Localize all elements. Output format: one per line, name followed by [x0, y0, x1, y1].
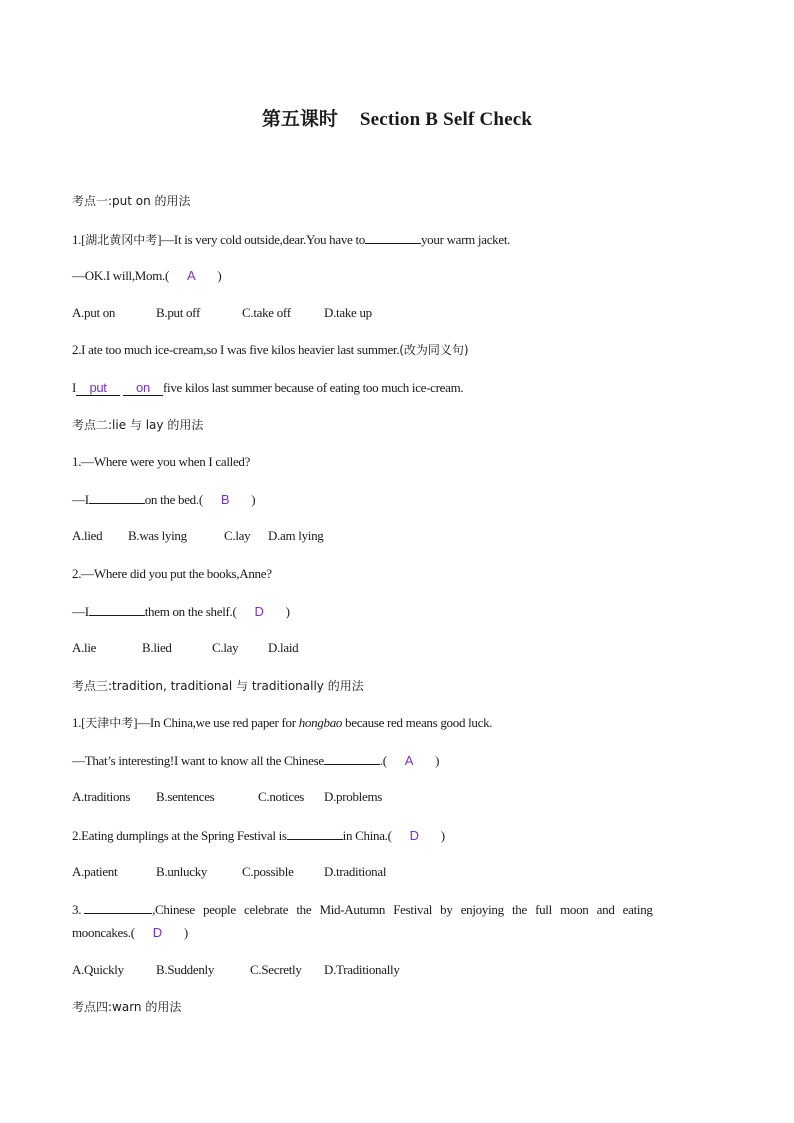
option-a[interactable]: A.lie: [72, 640, 97, 655]
s2-q1-reply-start: —I: [72, 492, 89, 507]
s2-q1-close: ): [251, 492, 256, 507]
title-chinese: 第五课时: [261, 108, 338, 130]
s2-q2-reply: [72, 602, 290, 621]
option-b[interactable]: B.lied: [142, 640, 172, 655]
s3-q2-answer: D: [409, 828, 419, 843]
s3-q1-reply-text: —That’s interesting!I want to know all the Chinese: [72, 753, 324, 768]
option-b[interactable]: B.put off: [156, 305, 201, 320]
s3-q3-text: ,Chinese people celebrate the Mid‑Autumn Festival by enjoying the full moon and eating: [152, 902, 653, 917]
s2-q1-reply: [72, 490, 255, 509]
option-d[interactable]: D.take up: [324, 305, 372, 320]
s1-q1-text: ]—It is very cold outside,dear.You have to: [157, 232, 365, 247]
s1-q2-answer-line: [72, 379, 463, 397]
s3-q3-line-2-text: mooncakes.(: [72, 925, 135, 940]
s3-q2-options: [72, 863, 386, 881]
page-title: [0, 104, 794, 131]
s3-q1-close: ): [435, 753, 440, 768]
answer-blank[interactable]: [89, 602, 145, 616]
s3-q1-italic: hongbao: [298, 715, 343, 730]
s2-q1-stem: 1.—Where were you when I called?: [72, 454, 251, 469]
option-c[interactable]: C.possible: [242, 864, 294, 879]
s1-q1-reply-text: —OK.I will,Mom.(: [72, 268, 170, 283]
s1-q2-text: 2.I ate too much ice‑cream,so I was five kilos heavier last summer.: [72, 342, 400, 357]
option-c[interactable]: C.lay: [212, 640, 239, 655]
s2-q2-reply-end: them on the shelf.(: [144, 604, 237, 619]
s1-q1-options: [72, 304, 372, 322]
answer-blank[interactable]: [89, 490, 145, 504]
title-english: Section B Self Check: [359, 109, 533, 130]
s2-q2-answer: D: [254, 604, 264, 619]
s1-q2-end: five kilos last summer because of eating too much ice‑cream.: [162, 380, 464, 395]
option-a[interactable]: A.traditions: [72, 789, 131, 804]
answer-blank[interactable]: [324, 751, 380, 765]
s1-q1-close: ): [217, 268, 222, 283]
s2-q2-close: ): [285, 604, 290, 619]
option-c[interactable]: C.Secretly: [250, 962, 302, 977]
option-d[interactable]: D.am lying: [268, 528, 324, 543]
s1-q2-stem: [72, 341, 469, 359]
s3-q2-end: in China.(: [342, 828, 392, 843]
option-c[interactable]: C.take off: [242, 305, 291, 320]
s3-q3-close: ): [183, 925, 188, 940]
s1-q1-prefix: 1.[: [72, 232, 86, 247]
s3-q1-prefix: 1.[: [72, 715, 86, 730]
s3-q2-stem: [72, 826, 445, 845]
s2-q1-answer: B: [220, 492, 230, 507]
option-b[interactable]: B.sentences: [156, 789, 215, 804]
answer-blank[interactable]: [84, 900, 152, 914]
s2-q2-reply-start: —I: [72, 604, 89, 619]
s3-q1-answer: A: [404, 753, 414, 768]
option-d[interactable]: D.Traditionally: [324, 962, 400, 977]
option-b[interactable]: B.Suddenly: [156, 962, 215, 977]
option-d[interactable]: D.traditional: [324, 864, 387, 879]
s3-q3-answer: D: [152, 925, 162, 940]
s2-q2-stem: 2.—Where did you put the books,Anne?: [72, 566, 272, 581]
s1-q1-tail: your warm jacket.: [420, 232, 511, 247]
option-d[interactable]: D.problems: [324, 789, 383, 804]
section-1-heading: 考点一:put on 的用法: [72, 194, 191, 208]
option-b[interactable]: B.was lying: [128, 528, 187, 543]
s3-q3-stem: [72, 900, 653, 919]
section-4-heading: 考点四:warn 的用法: [72, 1000, 182, 1014]
s2-q1-reply-end: on the bed.(: [144, 492, 203, 507]
s1-q2-note: (改为同义句): [399, 343, 469, 357]
s3-q3-line-2: [72, 924, 188, 942]
option-c[interactable]: C.lay: [224, 528, 251, 543]
s3-q3-options: [72, 961, 400, 979]
s2-q1-options: [72, 527, 324, 545]
s3-q1-stem: [72, 714, 492, 732]
s3-q1-text: ]—In China,we use red paper for: [133, 715, 299, 730]
option-a[interactable]: A.patient: [72, 864, 118, 879]
s3-q1-source: 天津中考: [85, 716, 134, 730]
answer-blank[interactable]: [287, 826, 343, 840]
answer-blank[interactable]: [365, 230, 421, 244]
s1-q1-source: 湖北黄冈中考: [85, 233, 158, 247]
s1-q1-stem: [72, 230, 510, 249]
s1-q2-blank-1[interactable]: put: [76, 381, 120, 396]
s3-q1-reply: [72, 751, 439, 770]
s3-q1-text-2: because red means good luck.: [342, 715, 493, 730]
s1-q1-answer: A: [187, 268, 196, 283]
s3-q1-reply-end: .(: [379, 753, 387, 768]
s1-q2-start: I: [72, 380, 77, 395]
s3-q2-close: ): [440, 828, 445, 843]
s3-q2-start: 2.Eating dumplings at the Spring Festival is: [72, 828, 287, 843]
option-d[interactable]: D.laid: [268, 640, 299, 655]
option-a[interactable]: A.lied: [72, 528, 103, 543]
s2-q2-options: [72, 639, 298, 657]
s3-q3-start: 3.: [72, 902, 82, 917]
option-c[interactable]: C.notices: [258, 789, 305, 804]
s3-q1-options: [72, 788, 382, 806]
option-a[interactable]: A.Quickly: [72, 962, 124, 977]
section-3-heading: 考点三:tradition, traditional 与 traditionally 的用法: [72, 679, 364, 693]
s1-q1-reply: [72, 267, 221, 285]
section-2-heading: 考点二:lie 与 lay 的用法: [72, 418, 204, 432]
option-a[interactable]: A.put on: [72, 305, 116, 320]
s1-q2-blank-2[interactable]: on: [123, 381, 163, 396]
option-b[interactable]: B.unlucky: [156, 864, 208, 879]
